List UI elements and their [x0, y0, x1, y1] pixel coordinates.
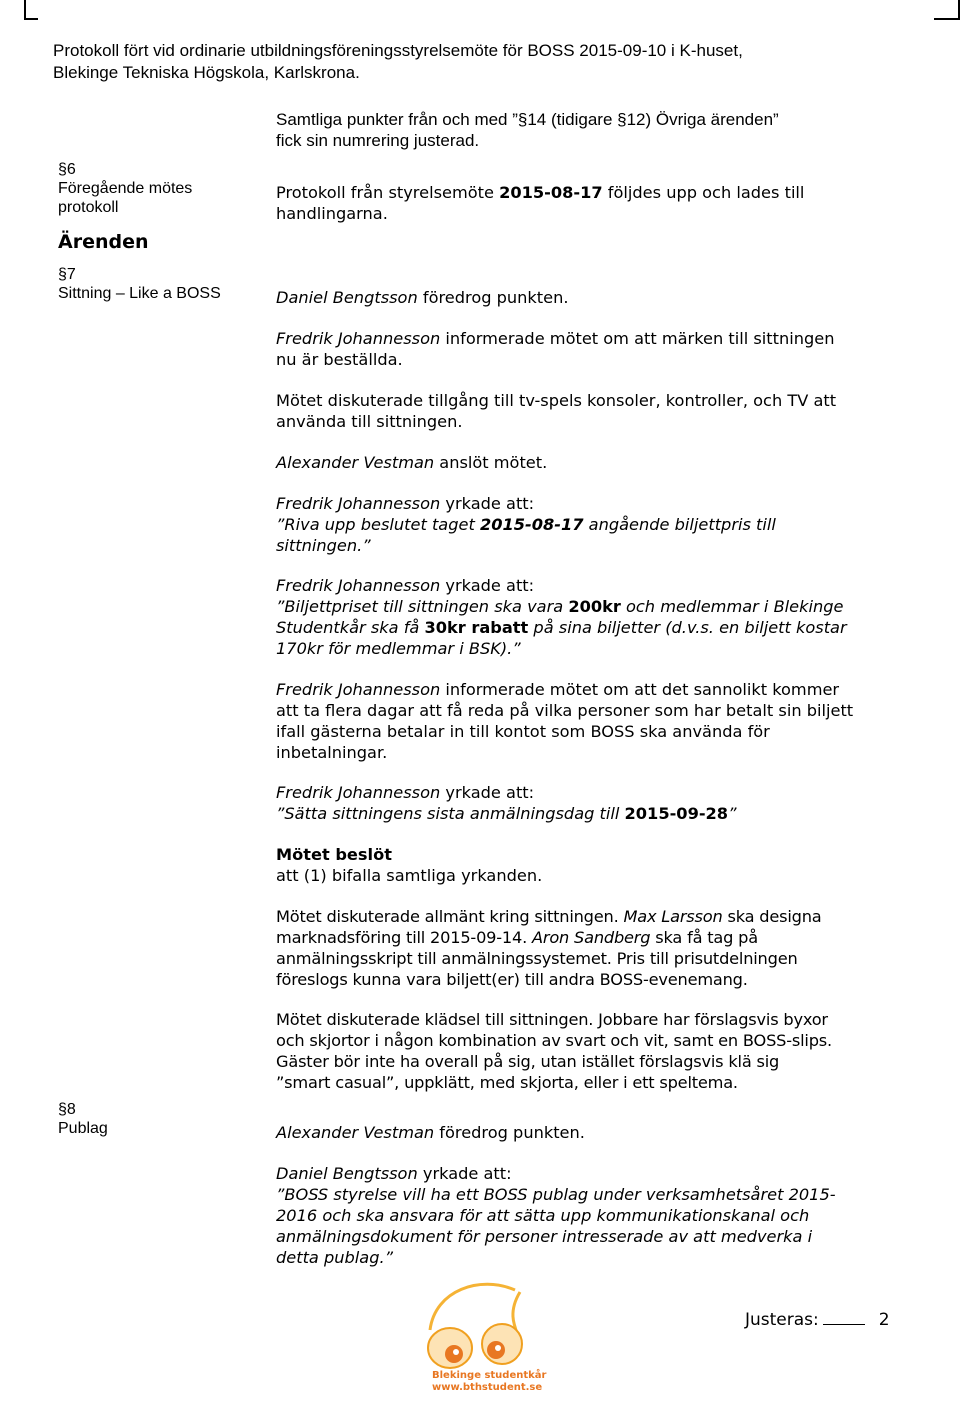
line — [276, 803, 916, 824]
text: ska designa — [722, 907, 822, 926]
quote: ” — [728, 804, 737, 823]
line — [276, 535, 916, 556]
person-name: Daniel Bengtsson — [276, 1164, 418, 1183]
section-number: §6 — [58, 161, 76, 178]
header-line-1: Protokoll fört vid ordinarie utbildningsföreningsstyrelsemöte för BOSS 2015-09-10 i K-huset, — [53, 41, 743, 60]
line — [276, 1247, 916, 1268]
logo-line-1: Blekinge studentkår — [432, 1370, 547, 1381]
text: informerade mötet om att märken till sittningen — [440, 329, 835, 348]
date: 2015-08-17 — [499, 183, 603, 202]
justeras-field — [745, 1308, 890, 1331]
line — [276, 182, 916, 203]
quote: på sina biljetter (d.v.s. en biljett kostar — [528, 618, 847, 637]
crop-mark-left-h — [24, 18, 38, 20]
signature-blank[interactable] — [823, 1308, 865, 1325]
section-8-label — [58, 1100, 108, 1138]
arenden-heading — [58, 233, 149, 252]
text: anslöt mötet. — [434, 453, 548, 472]
logo-line-2: www.bthstudent.se — [432, 1382, 543, 1393]
line: inbetalningar. — [276, 743, 388, 762]
person-name: Fredrik Johannesson — [276, 680, 441, 699]
line: handlingarna. — [276, 204, 388, 223]
quote: ”Sätta sittningens sista anmälningsdag till — [276, 804, 625, 823]
line: och skjortor i någon kombination av svart och vit, samt en BOSS-slips. — [276, 1031, 832, 1050]
line: nu är beställda. — [276, 350, 403, 369]
section-title: Föregående mötes — [58, 180, 193, 197]
line: ”smart casual”, uppklätt, med skjorta, eller i ett speltema. — [276, 1073, 738, 1092]
section-7-label — [58, 265, 221, 303]
text: föredrog punkten. — [417, 288, 569, 307]
paragraph-general-discussion — [276, 906, 916, 990]
paragraph-motion-2 — [276, 575, 916, 659]
quote: detta publag.” — [276, 1248, 394, 1267]
section-6-label — [58, 160, 192, 217]
line — [276, 493, 916, 514]
paragraph-decision — [276, 844, 916, 886]
section-title: Publag — [58, 1120, 108, 1137]
paragraph-dress-code — [276, 1009, 916, 1093]
person-name: Fredrik Johannesson — [276, 329, 441, 348]
paragraph-publag-presenter — [276, 1122, 916, 1143]
line — [276, 782, 916, 803]
header-line-2: Blekinge Tekniska Högskola, Karlskrona. — [53, 63, 360, 82]
person-name: Alexander Vestman — [276, 453, 435, 472]
price: 200kr — [568, 597, 621, 616]
heading-text: Ärenden — [58, 231, 149, 253]
text: ska få tag på — [650, 928, 758, 947]
text: yrkade att: — [440, 576, 535, 595]
line: använda till sittningen. — [276, 412, 463, 431]
section-number: §7 — [58, 266, 76, 283]
paragraph-badges — [276, 328, 916, 370]
text: föredrog punkten. — [434, 1123, 585, 1142]
paragraph-previous-protocol — [276, 182, 916, 224]
line — [276, 1205, 916, 1226]
logo-text — [432, 1370, 546, 1394]
quote: ”BOSS styrelse vill ha ett BOSS publag under verksamhetsåret 2015- — [276, 1185, 836, 1204]
crop-mark-right-h — [934, 18, 960, 20]
section-title-cont: protokoll — [58, 199, 119, 216]
section-number: §8 — [58, 1101, 76, 1118]
discount: 30kr rabatt — [424, 618, 529, 637]
line — [276, 617, 916, 638]
date: 2015-08-17 — [479, 515, 584, 534]
quote: 2016 och ska ansvara för att sätta upp kommunikationskanal och — [276, 1206, 810, 1225]
line: Samtliga punkter från och med ”§14 (tidigare §12) Övriga ärenden” — [276, 110, 779, 129]
text: Mötet diskuterade allmänt kring sittningen. — [276, 907, 624, 926]
line: att (1) bifalla samtliga yrkanden. — [276, 866, 543, 885]
line — [276, 844, 916, 865]
paragraph-publag-motion — [276, 1163, 916, 1268]
line — [276, 679, 916, 700]
line — [276, 575, 916, 596]
quote: 170kr för medlemmar i BSK).” — [276, 639, 521, 658]
paragraph-joined — [276, 452, 916, 473]
line: att ta flera dagar att få reda på vilka personer som har betalt sin biljett — [276, 701, 854, 720]
line: Gäster bör inte ha overall på sig, utan istället förslagsvis klä sig — [276, 1052, 780, 1071]
quote: ”Riva upp beslutet taget — [276, 515, 480, 534]
document-header — [53, 40, 933, 84]
paragraph-renumbering — [276, 109, 916, 151]
line — [276, 927, 916, 948]
paragraph-payment-info — [276, 679, 916, 763]
text: följdes upp och lades till — [602, 183, 805, 202]
paragraph-presenter — [276, 287, 916, 308]
quote: ”Biljettpriset till sittningen ska vara — [276, 597, 569, 616]
line — [276, 514, 916, 535]
line: föreslogs kunna vara biljett(er) till andra BOSS-evenemang. — [276, 970, 748, 989]
date: 2015-09-28 — [624, 804, 729, 823]
line — [276, 287, 916, 308]
line: anmälningsskript till anmälningssystemet. Pris till prisutdelningen — [276, 949, 798, 968]
line — [276, 328, 916, 349]
line — [276, 1184, 916, 1205]
quote: sittningen.” — [276, 536, 371, 555]
line — [276, 596, 916, 617]
line: Mötet diskuterade klädsel till sittningen. Jobbare har förslagsvis byxor — [276, 1010, 828, 1029]
line — [276, 638, 916, 659]
crop-mark-left — [24, 0, 26, 20]
text: yrkade att: — [440, 494, 535, 513]
line: ifall gästerna betalar in till kontot som BOSS ska använda för — [276, 722, 770, 741]
text: informerade mötet om att det sannolikt kommer — [440, 680, 840, 699]
person-name: Daniel Bengtsson — [276, 288, 418, 307]
line — [276, 1122, 916, 1143]
text: marknadsföring till 2015-09-14. — [276, 928, 532, 947]
line: Mötet diskuterade tillgång till tv-spels konsoler, kontroller, och TV att — [276, 391, 837, 410]
line — [276, 1226, 916, 1247]
line — [276, 1163, 916, 1184]
person-name: Max Larsson — [623, 907, 723, 926]
person-name: Aron Sandberg — [532, 928, 651, 947]
decision-heading: Mötet beslöt — [276, 845, 392, 864]
quote: anmälningsdokument för personer intresserade av att medverka i — [276, 1227, 813, 1246]
quote: och medlemmar i Blekinge — [620, 597, 844, 616]
person-name: Fredrik Johannesson — [276, 576, 441, 595]
text: Protokoll från styrelsemöte — [276, 183, 500, 202]
section-title: Sittning – Like a BOSS — [58, 285, 221, 302]
line: fick sin numrering justerad. — [276, 131, 480, 150]
paragraph-motion-1 — [276, 493, 916, 556]
quote: Studentkår ska få — [276, 618, 425, 637]
person-name: Fredrik Johannesson — [276, 783, 441, 802]
line — [276, 452, 916, 473]
justeras-label: Justeras: — [745, 1310, 819, 1330]
paragraph-motion-3 — [276, 782, 916, 824]
person-name: Fredrik Johannesson — [276, 494, 441, 513]
person-name: Alexander Vestman — [276, 1123, 435, 1142]
paragraph-tv-games — [276, 390, 916, 432]
page-number: 2 — [878, 1310, 890, 1330]
quote: angående biljettpris till — [583, 515, 776, 534]
line — [276, 906, 916, 927]
text: yrkade att: — [440, 783, 535, 802]
text: yrkade att: — [417, 1164, 512, 1183]
